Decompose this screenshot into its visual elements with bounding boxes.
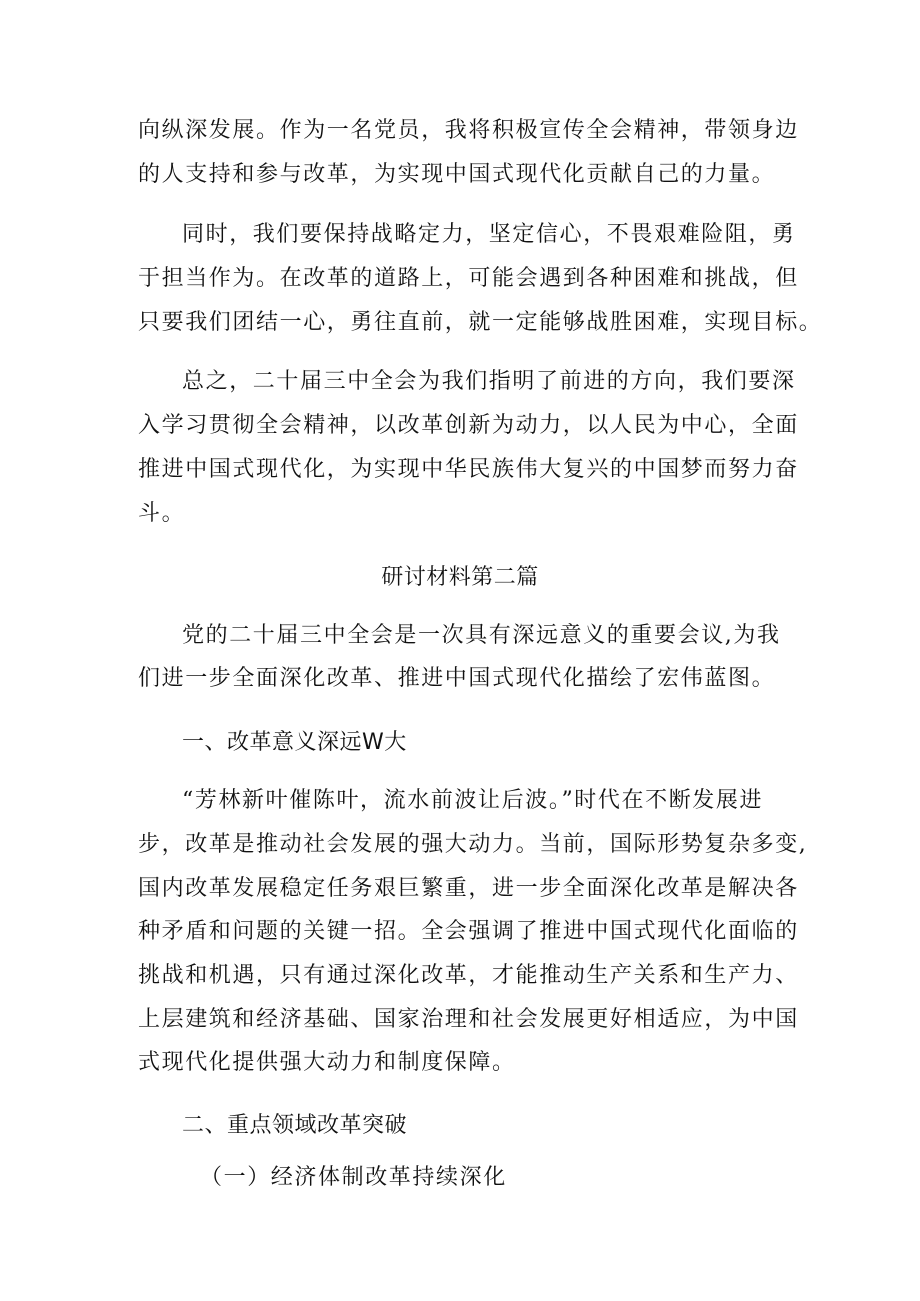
paragraph-line: 种矛盾和问题的关键一招。全会强调了推进中国式现代化面临的 [138,919,799,944]
paragraph-line: 上层建筑和经济基础、国家治理和社会发展更好相适应，为中国 [138,1007,799,1032]
paragraph-line: 党的二十届三中全会是一次具有深远意义的重要会议,为我 [182,623,781,648]
heading-one: 一、改革意义深远W大 [182,730,407,755]
subheading-one: （一）经济体制改革持续深化 [200,1165,507,1190]
paragraph-line: 挑战和机遇，只有通过深化改革，才能推动生产关系和生产力、 [138,963,799,988]
paragraph-line: 于担当作为。在改革的道路上，可能会遇到各种困难和挑战，但 [138,266,799,291]
paragraph-line: 国内改革发展稳定任务艰巨繁重，进一步全面深化改革是解决各 [138,876,799,901]
paragraph-line: 只要我们团结一心，勇往直前，就一定能够战胜困难，实现目标。 [138,310,823,335]
paragraph-line: 式现代化提供强大动力和制度保障。 [138,1050,516,1075]
paragraph-line: 斗。 [138,501,186,526]
heading-two: 二、重点领域改革突破 [182,1113,408,1138]
section-title: 研讨材料第二篇 [381,565,539,590]
paragraph-line: 同时，我们要保持战略定力，坚定信心，不畏艰难险阻，勇 [182,222,796,247]
paragraph-line: 向纵深发展。作为一名党员，我将积极宣传全会精神，带领身边 [138,118,799,143]
paragraph-line: “芳林新叶催陈叶，流水前波让后波。”时代在不断发展进 [182,788,764,813]
paragraph-line: 推进中国式现代化，为实现中华民族伟大复兴的中国梦而努力奋 [138,457,799,482]
paragraph-line: 们进一步全面深化改革、推进中国式现代化描绘了宏伟蓝图。 [138,666,776,691]
paragraph-line: 入学习贯彻全会精神，以改革创新为动力，以人民为中心，全面 [138,413,799,438]
paragraph-line: 步，改革是推动社会发展的强大动力。当前，国际形势复杂多变, [138,832,808,857]
paragraph-line: 总之，二十届三中全会为我们指明了前进的方向，我们要深 [182,369,796,394]
paragraph-line: 的人支持和参与改革，为实现中国式现代化贡献自己的力量。 [138,162,776,187]
